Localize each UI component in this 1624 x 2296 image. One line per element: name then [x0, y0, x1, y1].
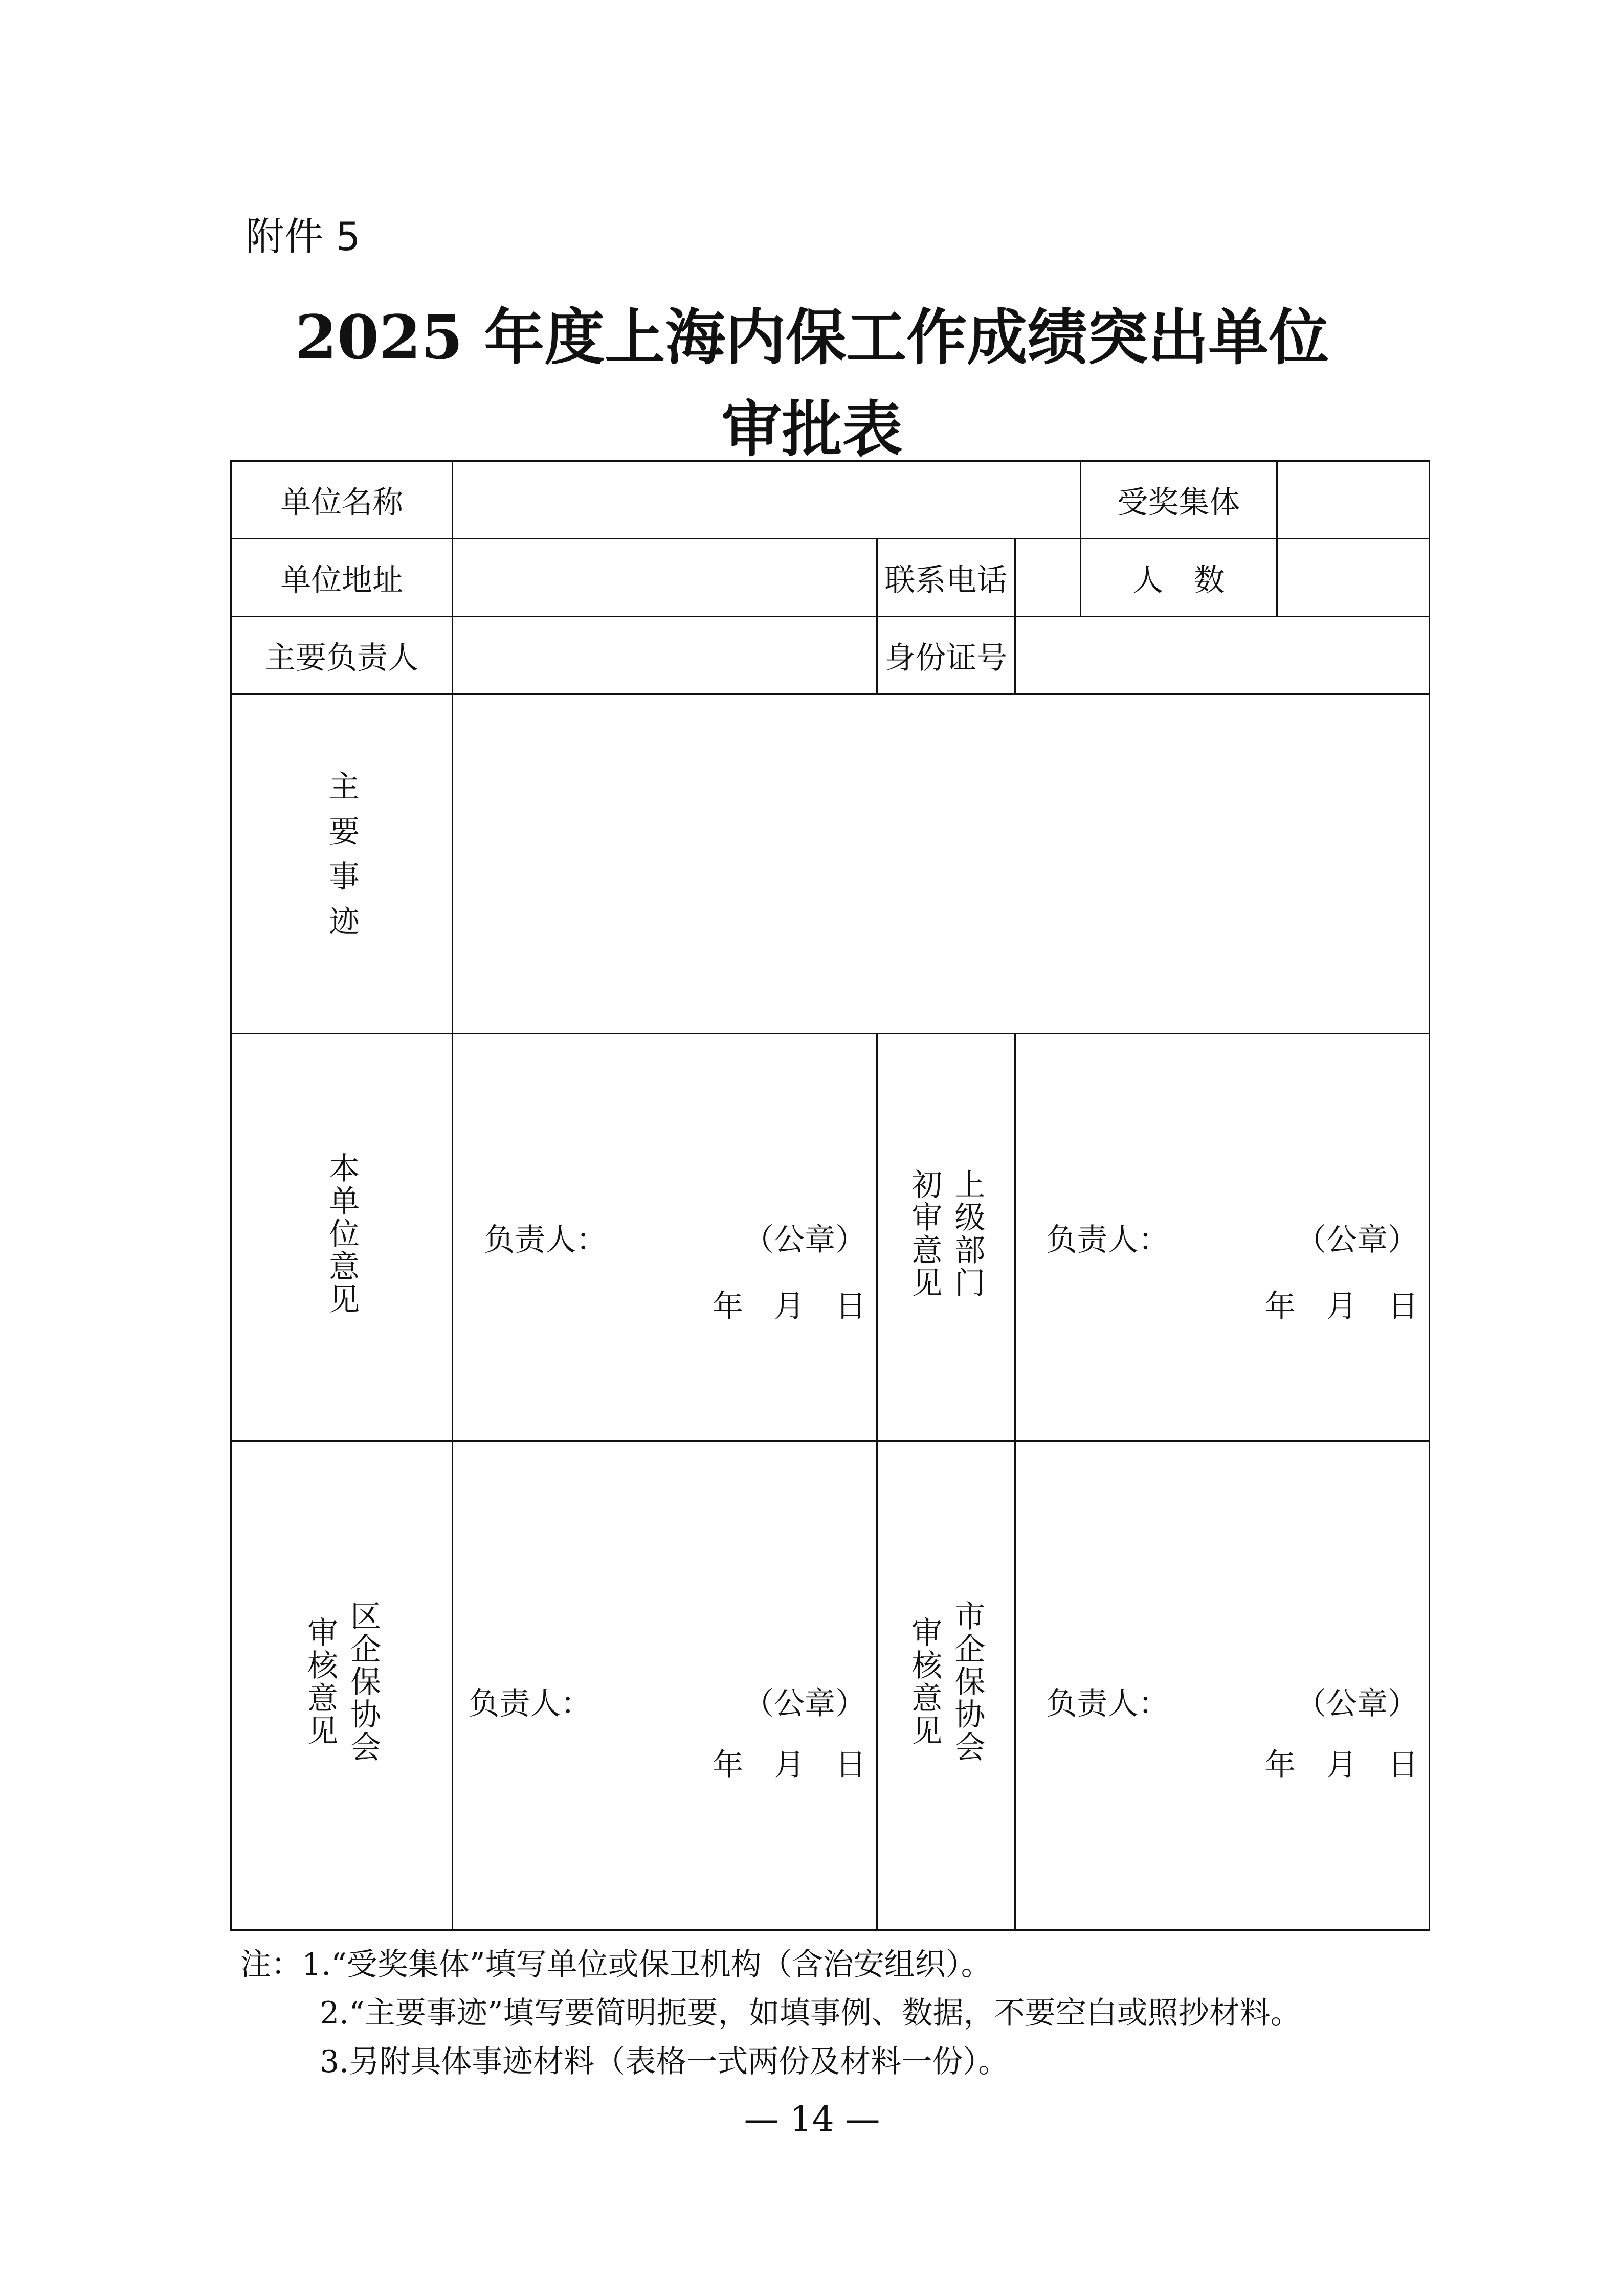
unit-name-field[interactable]	[453, 461, 1081, 539]
superior-review-label	[904, 1168, 987, 1299]
form-subtitle: 审批表	[721, 394, 903, 465]
district-review-label	[300, 1600, 383, 1764]
contact-phone-field[interactable]	[1015, 539, 1080, 617]
contact-phone-label: 联系电话	[877, 539, 1015, 617]
headcount-field[interactable]	[1277, 539, 1429, 617]
page-number: — 14 —	[744, 2099, 880, 2140]
form-title: 2025 年度上海内保工作成绩突出单位	[295, 302, 1329, 373]
responsible-label: 负责人：	[469, 1685, 592, 1722]
award-collective-field[interactable]	[1277, 461, 1429, 539]
note-line-1: 注：1.“受奖集体”填写单位或保卫机构（含治安组织）。	[240, 1947, 992, 1983]
main-deeds-label: 主要事迹	[324, 770, 360, 950]
unit-opinion-label-cell	[231, 1034, 453, 1442]
unit-opinion-sign-cell[interactable]	[453, 1034, 877, 1442]
date-label: 年 月 日	[713, 1747, 866, 1783]
seal-label: （公章）	[1296, 1685, 1418, 1722]
seal-label: （公章）	[1296, 1222, 1418, 1258]
id-number-field[interactable]	[1015, 617, 1429, 694]
responsible-label: 负责人：	[484, 1222, 607, 1258]
note-line-2: 2.“主要事迹”填写要简明扼要，如填事例、数据，不要空白或照抄材料。	[320, 1995, 1301, 2031]
headcount-label: 人 数	[1080, 539, 1277, 617]
city-review-sign-cell[interactable]	[1015, 1442, 1429, 1930]
id-number-label: 身份证号	[877, 617, 1015, 694]
seal-label: （公章）	[743, 1222, 866, 1258]
district-review-label-col2: 审核意见	[302, 1616, 339, 1747]
approval-form-table	[230, 460, 1430, 1931]
date-label: 年 月 日	[1265, 1289, 1418, 1324]
unit-address-label: 单位地址	[231, 539, 453, 617]
form-notes	[240, 1941, 1301, 2086]
superior-review-label-cell	[877, 1034, 1015, 1442]
note-line-3: 3.另附具体事迹材料（表格一式两份及材料一份）。	[320, 2044, 1009, 2080]
city-review-label-col2: 审核意见	[906, 1616, 943, 1747]
responsible-label: 负责人：	[1046, 1222, 1169, 1258]
unit-address-field[interactable]	[453, 539, 877, 617]
superior-review-label-col2: 初审意见	[906, 1168, 943, 1299]
unit-opinion-label: 本单位意见	[324, 1152, 360, 1316]
seal-label: （公章）	[743, 1685, 866, 1722]
district-review-label-col1: 区企保协会	[345, 1600, 382, 1764]
date-label: 年 月 日	[713, 1289, 866, 1324]
superior-review-label-col1: 上级部门	[949, 1168, 986, 1299]
main-person-field[interactable]	[453, 617, 877, 694]
city-review-label-cell	[877, 1442, 1015, 1930]
city-review-label	[904, 1600, 987, 1764]
attachment-label: 附件 5	[246, 214, 361, 259]
unit-name-label: 单位名称	[231, 461, 453, 539]
main-person-label: 主要负责人	[231, 617, 453, 694]
district-review-sign-cell[interactable]	[453, 1442, 877, 1930]
city-review-label-col1: 市企保协会	[949, 1600, 986, 1764]
main-deeds-field[interactable]	[453, 694, 1430, 1034]
superior-review-sign-cell[interactable]	[1015, 1034, 1429, 1442]
district-review-label-cell	[231, 1442, 453, 1930]
main-deeds-label-cell	[231, 694, 453, 1034]
responsible-label: 负责人：	[1046, 1685, 1169, 1722]
date-label: 年 月 日	[1265, 1747, 1418, 1783]
award-collective-label: 受奖集体	[1080, 461, 1277, 539]
